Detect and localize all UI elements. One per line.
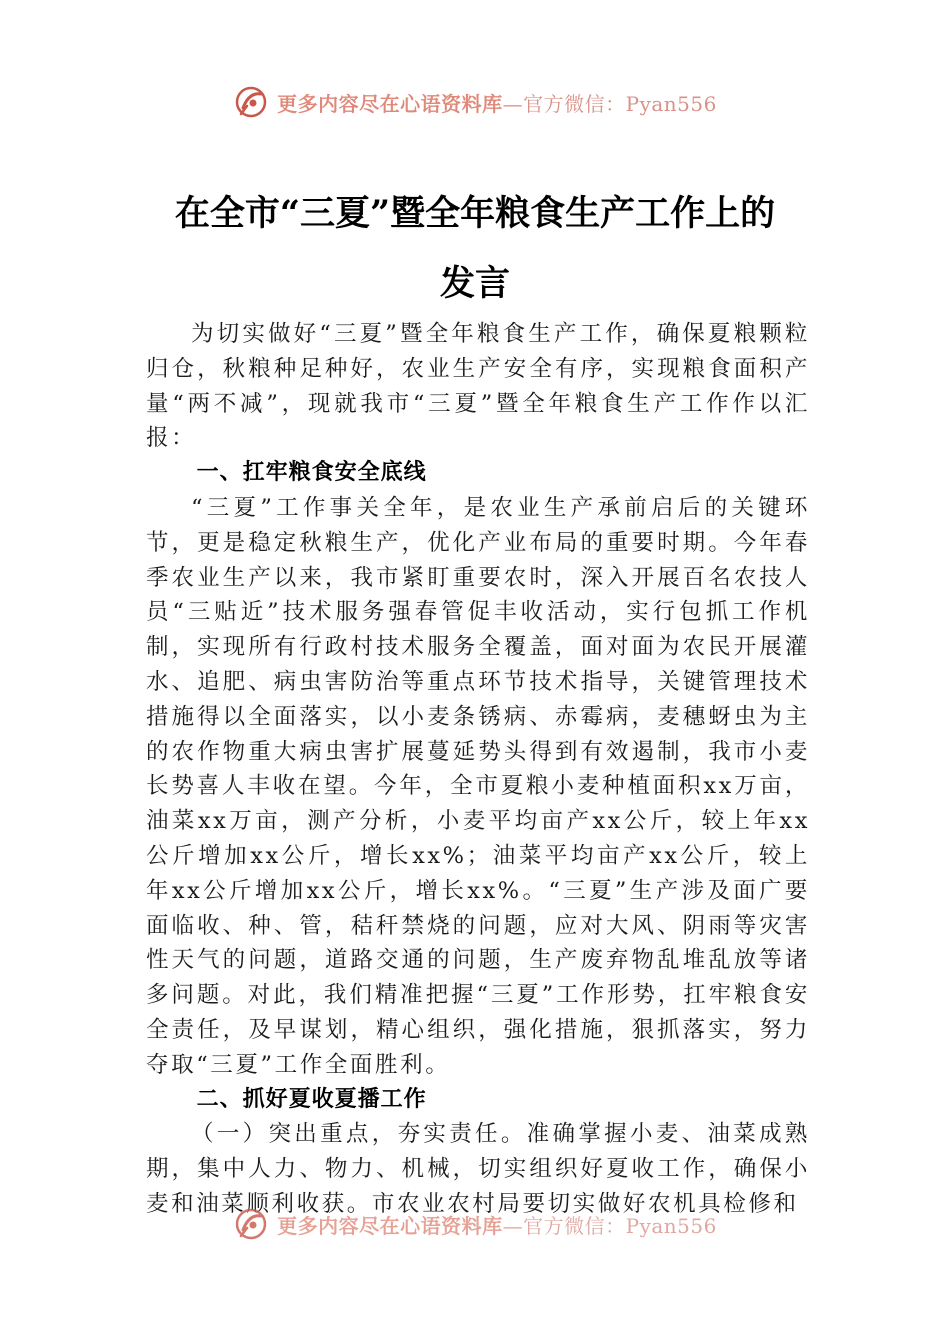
document-title-line2: 发言 [439,263,510,304]
watermark-wechat: 官方微信：Pyan556 [523,1213,717,1238]
watermark-brand: 更多内容尽在心语资料库 [277,1213,503,1238]
section2-paragraph: （一）突出重点，夯实责任。准确掌握小麦、油菜成熟期，集中人力、物力、机械，切实组织好夏收工作，确保小麦和油菜顺利收获。市农业农村局要切实做好农机具检修和 [146,1121,810,1217]
watermark-brand: 更多内容尽在心语资料库 [277,91,503,116]
watermark-separator: — [502,1213,524,1238]
intro-paragraph: 为切实做好“三夏”暨全年粮食生产工作，确保夏粮颗粒归仓，秋粮种足种好，农业生产安全有序，实现粮食面积产量“两不减”，现就我市“三夏”暨全年粮食生产工作作以汇报： [146,321,810,452]
document-title-line1: 在全市“三夏”暨全年粮食生产工作上的 [174,193,776,234]
watermark-logo-icon [233,84,269,120]
watermark-logo-icon [233,1206,269,1242]
footer-watermark [0,1202,950,1246]
document-body [146,317,810,1217]
watermark-text [277,88,717,117]
watermark-wechat: 官方微信：Pyan556 [523,91,717,116]
section1-heading: 一、扛牢粮食安全底线 [196,460,427,486]
header-watermark [0,80,950,124]
watermark-text [277,1210,717,1239]
watermark-separator: — [502,91,524,116]
section1-paragraph: “三夏”工作事关全年，是农业生产承前启后的关键环节，更是稳定秋粮生产，优化产业布局的重要时期。今年春季农业生产以来，我市紧盯重要农时，深入开展百名农技人员“三贴近”技术服务强春管促丰收活动，实行包抓工作机制，实现所有行政村技术服务全覆盖，面对面为农民开展灌水、追肥、病虫害防治等重点环节技术指导，关键管理技术措施得以全面落实，以小麦条锈病、赤霉病，麦穗蚜虫为主的农作物重大病虫害扩展蔓延势头得到有效遏制，我市小麦长势喜人丰收在望。今年，全市夏粮小麦种植面积xx万亩，油菜xx万亩，测产分析，小麦平均亩产xx公斤，较上年xx公斤增加xx公斤，增长xx%；油菜平均亩产xx公斤，较上年xx公斤增加xx公斤，增长xx%。“三夏”生产涉及面广要面临收、种、管，秸秆禁烧的问题，应对大风、阴雨等灾害性天气的问题，道路交通的问题，生产废弃物乱堆乱放等诸多问题。对此，我们精准把握“三夏”工作形势，扛牢粮食安全责任，及早谋划，精心组织，强化措施，狠抓落实，努力夺取“三夏”工作全面胜利。 [146,494,810,1078]
section2-heading: 二、抓好夏收夏播工作 [196,1086,427,1112]
